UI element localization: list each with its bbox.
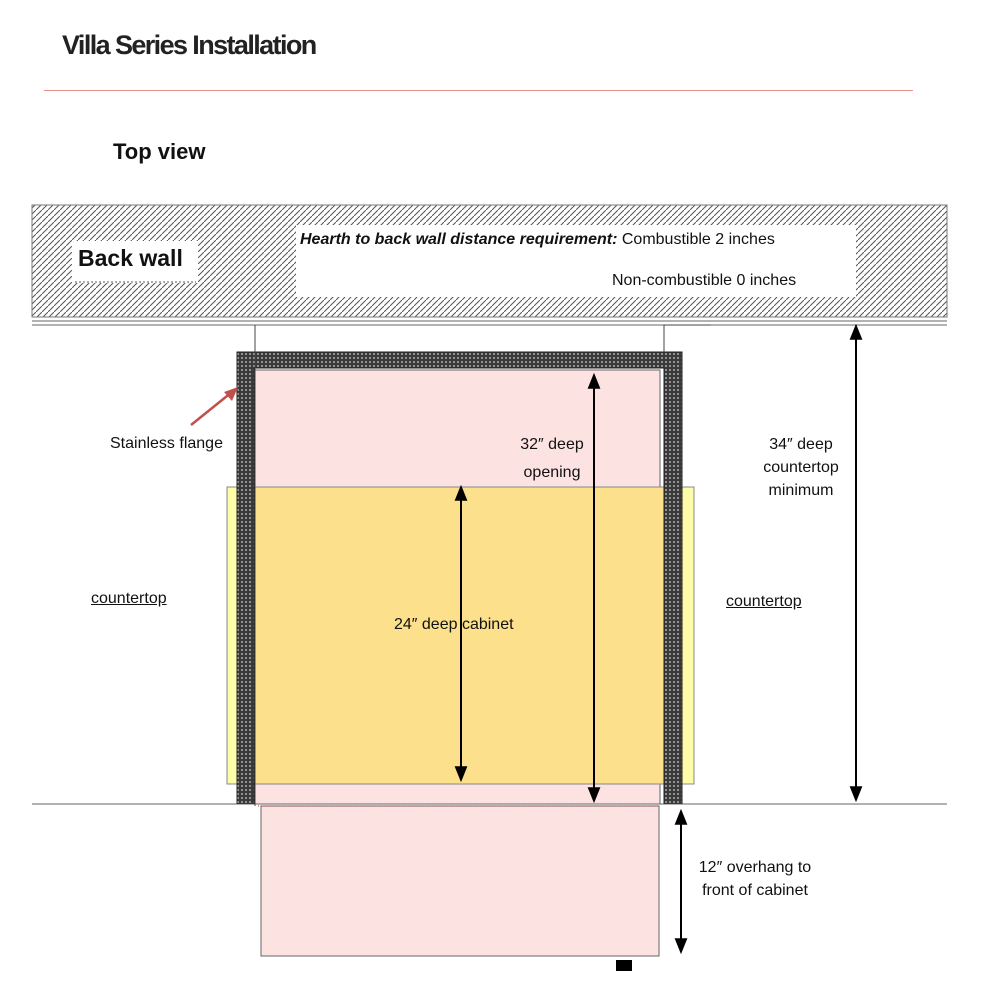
guide-line-right	[664, 325, 711, 352]
countertop-strip-right	[681, 487, 694, 784]
stainless-flange-label: Stainless flange	[110, 435, 223, 452]
requirement-line-1	[300, 231, 775, 249]
countertop-depth-line2: countertop	[763, 459, 839, 476]
opening-label-line1: 32″ deep	[520, 436, 584, 453]
bottom-marker	[616, 960, 632, 971]
view-title: Top view	[113, 139, 206, 164]
flange-pointer-line	[191, 392, 232, 425]
overhang-label-line1: 12″ overhang to	[698, 859, 812, 876]
cabinet-label: 24″ deep cabinet	[394, 616, 514, 633]
countertop-left-label: countertop	[91, 590, 167, 607]
back-wall-label: Back wall	[78, 245, 183, 271]
flange-pointer-head	[224, 387, 238, 401]
requirement-heading: Hearth to back wall distance requirement:	[300, 231, 618, 248]
overhang-area	[261, 806, 659, 956]
document-title: Villa Series Installation	[62, 30, 316, 60]
flange-right	[664, 352, 682, 804]
requirement-noncombustible: Non-combustible 0 inches	[612, 272, 797, 289]
requirement-combustible: Combustible 2 inches	[621, 231, 775, 248]
countertop-depth-line3: minimum	[768, 482, 834, 499]
countertop-depth-line1: 34″ deep	[769, 436, 833, 453]
overhang-label-line2: front of cabinet	[702, 882, 808, 899]
flange-left	[237, 352, 254, 804]
countertop-right-label: countertop	[726, 593, 802, 610]
flange-top	[237, 352, 682, 368]
opening-label-line2: opening	[523, 464, 581, 481]
